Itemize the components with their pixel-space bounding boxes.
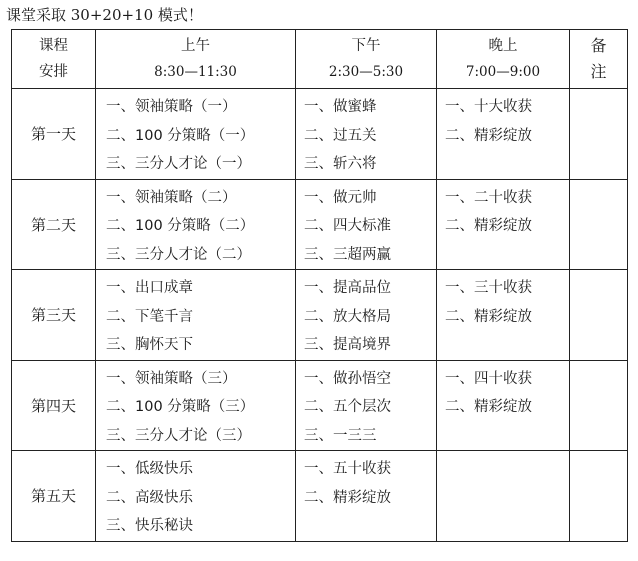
header-course-cell	[12, 30, 96, 89]
afternoon-item: 三、一三三	[304, 427, 377, 444]
evening-cell	[437, 451, 570, 542]
morning-item: 一、领袖策略（一）	[106, 99, 237, 115]
header-notes-line2: 注	[590, 62, 607, 81]
notes-cell	[570, 89, 628, 180]
schedule-table	[11, 29, 628, 542]
notes-cell	[570, 179, 628, 270]
header-afternoon-cell	[296, 30, 437, 89]
header-morning-time: 8:30—11:30	[154, 64, 237, 80]
afternoon-item: 一、五十收获	[304, 461, 391, 477]
afternoon-item: 二、过五关	[304, 127, 377, 144]
day-row	[12, 360, 628, 451]
afternoon-item: 三、提高境界	[304, 337, 391, 353]
morning-item: 一、低级快乐	[106, 461, 193, 477]
morning-item: 三、胸怀天下	[106, 337, 193, 353]
morning-item: 二、100 分策略（二）	[106, 218, 255, 234]
day-label: 第一天	[12, 89, 96, 180]
evening-item: 一、二十收获	[445, 189, 532, 206]
evening-item: 二、精彩绽放	[445, 127, 532, 144]
afternoon-item: 一、做孙悟空	[304, 370, 391, 387]
day-row	[12, 270, 628, 361]
header-row	[12, 30, 628, 89]
evening-item: 二、精彩绽放	[445, 308, 532, 325]
morning-item: 二、下笔千言	[106, 308, 193, 325]
afternoon-item: 二、五个层次	[304, 399, 391, 415]
morning-cell	[96, 270, 296, 361]
afternoon-item: 一、做元帅	[304, 189, 377, 206]
afternoon-item: 二、精彩绽放	[304, 489, 391, 506]
morning-item: 三、三分人才论（一）	[106, 156, 251, 172]
day-label: 第三天	[12, 270, 96, 361]
afternoon-item: 三、斩六将	[304, 156, 377, 172]
evening-item: 二、精彩绽放	[445, 399, 532, 415]
notes-cell	[570, 270, 628, 361]
afternoon-item: 一、做蜜蜂	[304, 99, 377, 115]
morning-item: 三、三分人才论（三）	[106, 427, 251, 444]
day-label: 第二天	[12, 179, 96, 270]
evening-item: 一、三十收获	[445, 280, 532, 296]
morning-cell	[96, 179, 296, 270]
notes-cell	[570, 360, 628, 451]
morning-item: 三、快乐秘诀	[106, 518, 193, 534]
day-rows	[12, 89, 628, 542]
header-evening-cell	[437, 30, 570, 89]
afternoon-item: 一、提高品位	[304, 280, 391, 296]
afternoon-item: 二、四大标准	[304, 218, 391, 234]
day-row	[12, 179, 628, 270]
morning-item: 一、出口成章	[106, 280, 193, 296]
morning-cell	[96, 451, 296, 542]
afternoon-cell	[296, 270, 437, 361]
morning-item: 一、领袖策略（三）	[106, 370, 237, 387]
header-course-line1: 课程	[39, 38, 68, 54]
afternoon-cell	[296, 179, 437, 270]
morning-item: 一、领袖策略（二）	[106, 189, 237, 206]
header-afternoon-label: 下午	[351, 38, 381, 54]
morning-item: 三、三分人才论（二）	[106, 246, 251, 263]
evening-cell	[437, 360, 570, 451]
morning-item: 二、100 分策略（一）	[106, 127, 255, 144]
evening-cell	[437, 270, 570, 361]
afternoon-item: 三、三超两赢	[304, 246, 391, 263]
header-afternoon-time: 2:30—5:30	[328, 64, 404, 80]
evening-cell	[437, 179, 570, 270]
header-morning-label: 上午	[181, 38, 210, 54]
day-row	[12, 89, 628, 180]
afternoon-cell	[296, 89, 437, 180]
header-course-line2: 安排	[39, 64, 68, 80]
afternoon-cell	[296, 451, 437, 542]
header-notes-line1: 备	[590, 36, 607, 55]
afternoon-item: 二、放大格局	[304, 308, 391, 325]
notes-cell	[570, 451, 628, 542]
evening-item: 一、十大收获	[445, 99, 532, 115]
morning-item: 二、高级快乐	[106, 489, 193, 506]
day-label: 第五天	[12, 451, 96, 542]
header-morning-cell	[96, 30, 296, 89]
evening-item: 一、四十收获	[445, 370, 532, 387]
header-evening-time: 7:00—9:00	[465, 64, 541, 80]
morning-cell	[96, 360, 296, 451]
day-label: 第四天	[12, 360, 96, 451]
day-row	[12, 451, 628, 542]
header-notes-cell	[570, 30, 628, 89]
intro-text: 课堂采取 30+20+10 模式！	[6, 6, 203, 24]
afternoon-cell	[296, 360, 437, 451]
evening-item: 二、精彩绽放	[445, 218, 532, 234]
evening-cell	[437, 89, 570, 180]
morning-item: 二、100 分策略（三）	[106, 399, 255, 415]
header-evening-label: 晚上	[488, 38, 518, 54]
morning-cell	[96, 89, 296, 180]
